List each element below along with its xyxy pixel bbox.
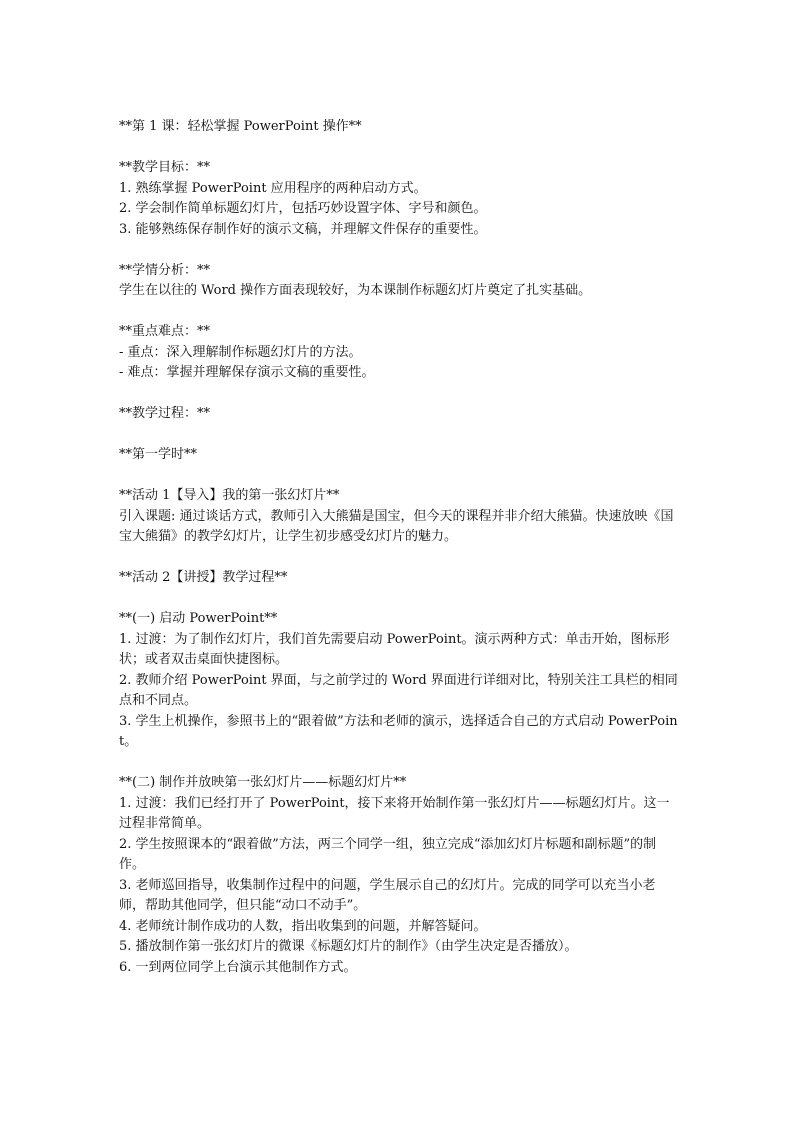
spacer xyxy=(119,138,679,159)
keypoint-item: - 难点：掌握并理解保存演示文稿的重要性。 xyxy=(119,365,375,380)
objective-item: 1. 熟练掌握 PowerPoint 应用程序的两种启动方式。 xyxy=(119,180,427,196)
activity1-heading: **活动 1【导入】我的第一张幻灯片** xyxy=(119,488,340,503)
objective-item: 3. 能够熟练保存制作好的演示文稿，并理解文件保存的重要性。 xyxy=(119,221,487,237)
spacer xyxy=(119,240,679,261)
spacer xyxy=(119,589,679,610)
section2-item: 6. 一到两位同学上台演示其他制作方式。 xyxy=(119,959,357,975)
process-heading: **教学过程：** xyxy=(119,406,211,421)
section1-item: 3. 学生上机操作，参照书上的“跟着做”方法和老师的演示，选择适合自己的方式启动 PowerPoint。 xyxy=(119,713,678,749)
spacer xyxy=(119,425,679,446)
analysis-text: 学生在以往的 Word 操作方面表现较好，为本课制作标题幻灯片奠定了扎实基础。 xyxy=(119,283,592,298)
section2-heading: **(二) 制作并放映第一张幻灯片——标题幻灯片** xyxy=(119,775,407,790)
section1-item: 2. 教师介绍 PowerPoint 界面，与之前学过的 Word 界面进行详细对比，特别关注工具栏的相同点和不同点。 xyxy=(119,672,678,708)
analysis-heading: **学情分析：** xyxy=(119,262,211,278)
section2-item: 2. 学生按照课本的“跟着做”方法，两三个同学一组，独立完成“添加幻灯片标题和副标题”的制作。 xyxy=(119,836,657,872)
section2-item: 1. 过渡：我们已经打开了 PowerPoint，接下来将开始制作第一张幻灯片——标题幻灯片。这一过程非常简单。 xyxy=(119,795,670,831)
objectives-heading: **教学目标：** xyxy=(119,160,211,175)
activity2-heading: **活动 2【讲授】教学过程** xyxy=(119,570,288,585)
document-page xyxy=(119,117,679,978)
section2-item: 5. 播放制作第一张幻灯片的微课《标题幻灯片的制作》（由学生决定是否播放）。 xyxy=(119,939,578,954)
keypoint-item: - 重点：深入理解制作标题幻灯片的方法。 xyxy=(119,344,362,360)
spacer xyxy=(119,302,679,323)
objective-item: 2. 学会制作简单标题幻灯片，包括巧妙设置字体、字号和颜色。 xyxy=(119,201,487,216)
keypoints-heading: **重点难点：** xyxy=(119,324,211,339)
section1-heading: **(一) 启动 PowerPoint** xyxy=(119,611,278,626)
section2-item: 4. 老师统计制作成功的人数，指出收集到的问题，并解答疑问。 xyxy=(119,918,487,934)
activity1-text: 引入课题: 通过谈话方式，教师引入大熊猫是国宝，但今天的课程并非介绍大熊猫。快速放映《国宝大熊猫》的教学幻灯片，让学生初步感受幻灯片的魅力。 xyxy=(119,508,674,544)
spacer xyxy=(119,548,679,569)
spacer xyxy=(119,466,679,487)
section2-item: 3. 老师巡回指导，收集制作过程中的问题，学生展示自己的幻灯片。完成的同学可以充当小老师，帮助其他同学，但只能“动口不动手”。 xyxy=(119,877,656,913)
spacer xyxy=(119,384,679,405)
spacer xyxy=(119,753,679,774)
period-heading: **第一学时** xyxy=(119,447,198,462)
section1-item: 1. 过渡：为了制作幻灯片，我们首先需要启动 PowerPoint。演示两种方式：单击开始，图标形状；或者双击桌面快捷图标。 xyxy=(119,631,670,667)
lesson-title: **第 1 课：轻松掌握 PowerPoint 操作** xyxy=(119,119,362,134)
